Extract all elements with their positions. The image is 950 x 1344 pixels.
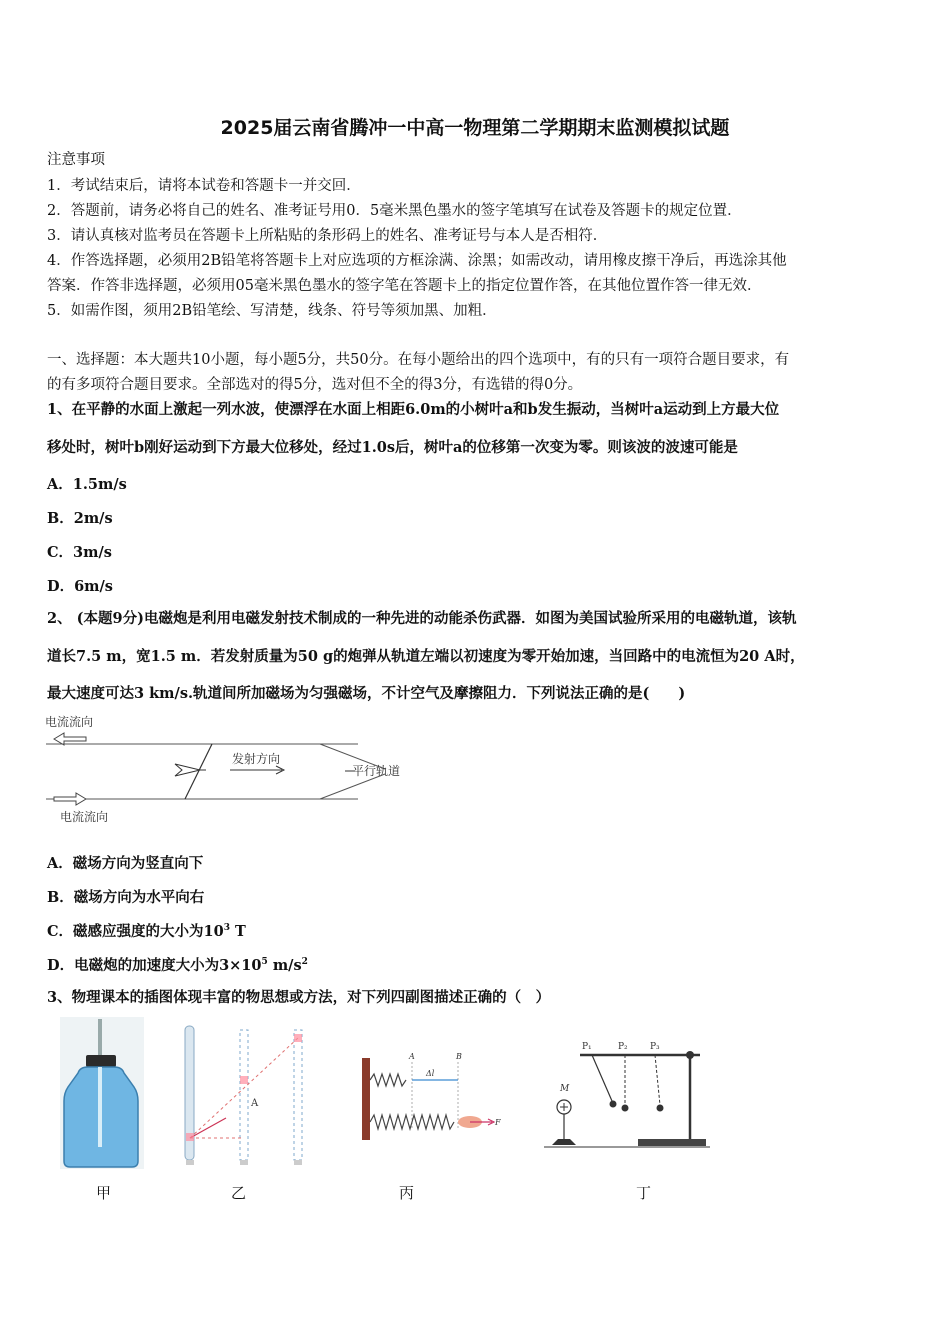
q1-stem: 移处时，树叶b刚好运动到下方最大位移处，经过1.0s后，树叶a的位移第一次变为零。则该波的波速可能是 [47,439,738,456]
note-item: 3．请认真核对监考员在答题卡上所粘贴的条形码上的姓名、准考证号与本人是否相符． [47,228,608,244]
svg-text:M: M [560,1084,570,1094]
q2-stem: 2、 (本题9分)电磁炮是利用电磁发射技术制成的一种先进的动能杀伤武器．如图为美国试验所采用的电磁轨道，该轨 [47,610,797,627]
caption-bing: 丙 [399,1184,415,1202]
svg-text:P₃: P₃ [650,1042,660,1052]
figure-yi [178,1020,308,1170]
q1-stem: 1、在平静的水面上激起一列水波，使漂浮在水面上相距6.0m的小树叶a和b发生振动，当树叶a运动到上方最大位 [47,401,780,418]
page-title: 2025届云南省腾冲一中高一物理第二学期期末监测模拟试题 [220,117,730,139]
q1-option-a: A．1.5m/s [47,476,127,493]
launch-label: 发射方向 [232,752,281,766]
yi-label-a: A [251,1098,259,1109]
svg-text:F: F [495,1118,501,1127]
q1-option-c: C．3m/s [47,544,112,561]
figure-jia [58,1015,148,1175]
svg-text:Δl: Δl [426,1069,435,1078]
caption-jia: 甲 [96,1184,112,1202]
q2-stem: 最大速度可达3 km/s.轨道间所加磁场为匀强磁场，不计空气及摩擦阻力．下列说法正确的是( ) [47,685,686,702]
figure-ding [540,1035,715,1153]
note-item: 1．考试结束后，请将本试卷和答题卡一并交回． [47,178,361,194]
note-item: 5．如需作图，须用2B铅笔绘、写清楚，线条、符号等须加黑、加粗． [47,303,497,319]
caption-ding: 丁 [636,1184,652,1202]
current-arrow-right-icon [54,793,86,805]
bottle-cap-icon [86,1055,116,1067]
projectile-icon [175,764,200,776]
q1-option-d: D．6m/s [47,578,113,595]
q2-option-d: D．电磁炮的加速度大小为$3\times 10^5$ $m/s^2$ [47,957,308,974]
pendulum-ball-icon [657,1105,664,1112]
rail-label: 平行轨道 [352,764,401,778]
note-item: 2．答题前，请务必将自己的姓名、准考证号用0．5毫米黑色墨水的签字笔填写在试卷及答题卡的规定位置． [47,203,742,219]
q2-option-a: A．磁场方向为竖直向下 [47,855,204,872]
pendulum-ball-icon [622,1105,629,1112]
section-intro: 的有多项符合题目要求。全部选对的得5分，选对但不全的得3分，有选错的得0分。 [47,377,583,393]
note-item: 答案．作答非选择题，必须用05毫米黑色墨水的签字笔在答题卡上的指定位置作答，在其他位置作答一律无效． [47,278,762,294]
ding-base [638,1139,706,1146]
figure-bing [360,1050,510,1142]
upper-spring-icon [370,1074,406,1086]
q1-option-b: B．2m/s [47,510,113,527]
q2-option-c: C．磁感应强度的大小为$10^3$ T [47,923,246,940]
q3-stem: 3、物理课本的插图体现丰富的物思想或方法，对下列四副图描述正确的（ ） [47,989,551,1006]
notes-heading: 注意事项 [47,152,105,168]
caption-yi: 乙 [231,1184,247,1202]
section-intro: 一、选择题：本大题共10小题，每小题5分，共50分。在每小题给出的四个选项中，有的只有一项符合题目要求，有 [47,352,790,368]
current-arrow-left-icon [54,733,86,745]
svg-text:B: B [456,1052,462,1061]
note-item: 4．作答选择题，必须用2B铅笔将答题卡上对应选项的方框涂满、涂黑；如需改动，请用橡皮擦干净后，再选涂其他 [47,253,787,269]
svg-text:A: A [409,1052,415,1061]
wall [362,1058,370,1140]
svg-text:P₂: P₂ [618,1042,628,1052]
q2-stem: 道长7.5 m，宽1.5 m．若发射质量为50 g的炮弹从轨道左端以初速度为零开始加速，当回路中的电流恒为20 A时， [47,648,805,665]
q2-option-b: B．磁场方向为水平向右 [47,889,205,906]
railgun-figure [40,712,410,827]
pendulum-ball-icon [610,1101,617,1108]
svg-text:P₁: P₁ [582,1042,592,1052]
current-label-bottom: 电流流向 [60,810,109,824]
current-label-top: 电流流向 [45,715,94,729]
